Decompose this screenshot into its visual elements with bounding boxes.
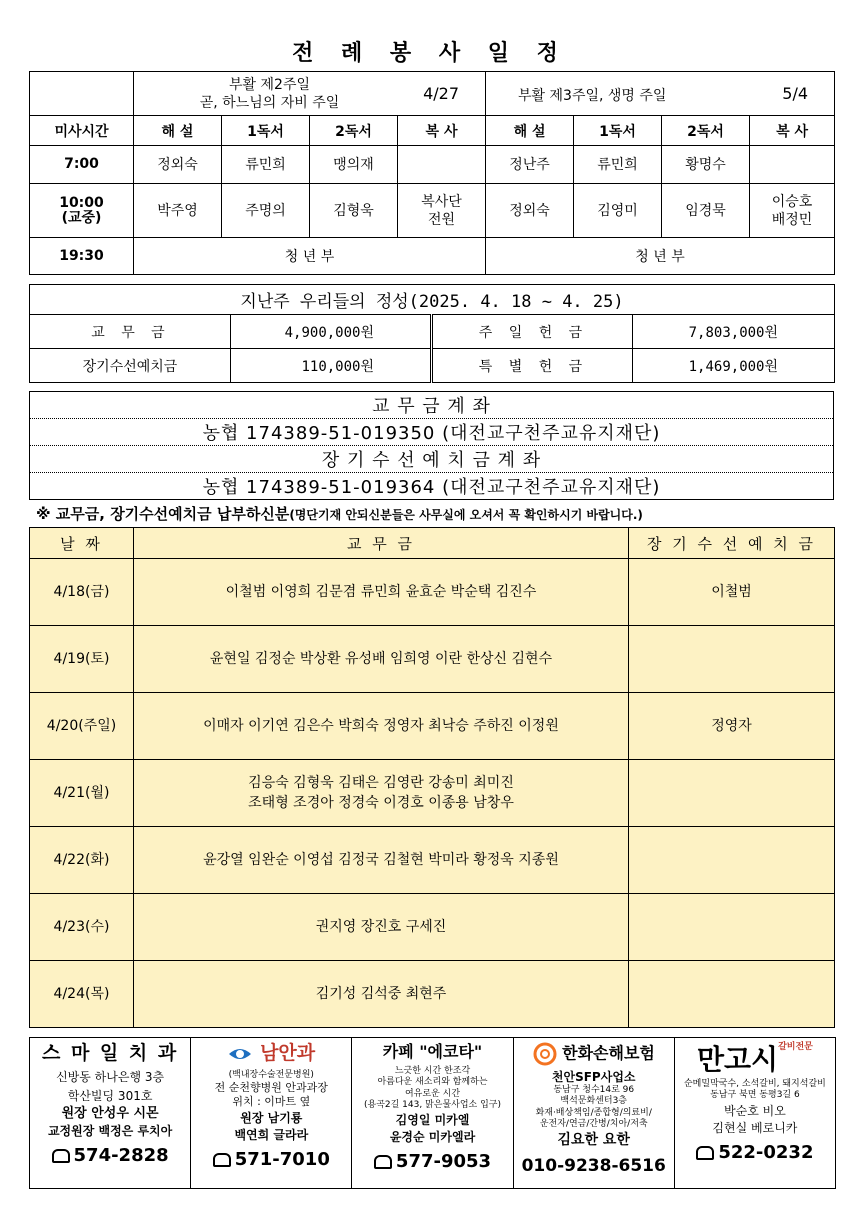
offer-label: 장기수선예치금 <box>30 349 231 383</box>
accounts-table <box>29 391 834 500</box>
minister-cell: 류민희 <box>222 146 310 184</box>
offer-label: 주 일 헌 금 <box>432 315 633 349</box>
ads-strip <box>29 1037 836 1189</box>
donation-date: 4/21(월) <box>30 760 134 827</box>
week2-title: 부활 제3주일, 생명 주일 <box>518 88 667 104</box>
ad-phone <box>352 1151 512 1174</box>
phone-icon <box>213 1153 231 1167</box>
week1-title-line1: 부활 제2주일 <box>229 76 310 93</box>
schedule-table <box>29 71 835 275</box>
minister-cell <box>398 146 486 184</box>
ad-line: 여유로운 시간 <box>404 1088 461 1099</box>
phone-number: 571-7010 <box>234 1148 330 1170</box>
minister-cell: 정외숙 <box>486 184 574 238</box>
notice-main: ※ 교무금, 장기수선예치금 납부하신분 <box>36 505 290 523</box>
minister-cell: 김형욱 <box>310 184 398 238</box>
ad-dental <box>30 1038 191 1188</box>
donation-date: 4/20(주일) <box>30 693 134 760</box>
donation-longterm <box>629 894 835 961</box>
ad-line: 김영일 미카엘 <box>395 1113 470 1127</box>
week1-date: 4/27 <box>423 84 460 103</box>
ad-line: 윤경순 미카엘라 <box>389 1130 476 1144</box>
donation-longterm: 정영자 <box>629 693 835 760</box>
time-cell: 19:30 <box>30 238 134 275</box>
ad-name <box>514 1042 674 1066</box>
notice <box>36 503 643 524</box>
column-header: 1독서 <box>574 116 662 146</box>
ad-line: (용곡2길 143, 맑은물사업소 입구) <box>364 1099 502 1110</box>
offer-label: 교 무 금 <box>30 315 231 349</box>
ad-line: 동남구 청수14로 96 <box>553 1085 635 1095</box>
ad-name <box>191 1042 351 1066</box>
donation-longterm <box>629 827 835 894</box>
phone-number: 522-0232 <box>718 1141 814 1163</box>
donation-names: 이매자 이기연 김은수 박희숙 정영자 최낙승 주하진 이정원 <box>134 693 629 760</box>
phone-icon <box>696 1146 714 1160</box>
ad-name <box>675 1042 835 1077</box>
minister-cell: 주명의 <box>222 184 310 238</box>
week1-header <box>134 72 486 116</box>
donation-names: 김기성 김석중 최현주 <box>134 961 629 1028</box>
donation-names: 윤강열 임완순 이영섭 김정국 김철현 박미라 황정욱 지종원 <box>134 827 629 894</box>
donation-date: 4/23(수) <box>30 894 134 961</box>
ad-name-text: 남안과 <box>260 1042 316 1064</box>
ad-line: 천안SFP사업소 <box>551 1070 636 1084</box>
column-header: 2독서 <box>310 116 398 146</box>
ad-line: 운전자/연금/간병/치아/저축 <box>539 1118 648 1129</box>
ad-line: 아름다운 새소리와 함께하는 <box>377 1077 488 1088</box>
week2-date: 5/4 <box>782 84 809 103</box>
column-header: 복 사 <box>398 116 486 146</box>
ad-line: 백석문화센터3층 <box>560 1096 627 1107</box>
donation-names: 권지영 장진호 구세진 <box>134 894 629 961</box>
donations-table <box>29 527 835 1028</box>
ad-line: (백내장수술전문병원) <box>228 1069 314 1080</box>
donation-names: 이철범 이영희 김문겸 류민희 윤효순 박순택 김진수 <box>134 559 629 626</box>
minister-cell: 류민희 <box>574 146 662 184</box>
offer-label: 특 별 헌 금 <box>432 349 633 383</box>
offer-value: 7,803,000원 <box>633 315 835 349</box>
time-cell: 10:00 (교중) <box>30 184 134 238</box>
ad-line: 신방동 하나은행 3층 <box>56 1069 165 1084</box>
phone-icon <box>52 1149 70 1163</box>
account-number: 농협 174389-51-019364 (대전교구천주교유지재단) <box>30 473 834 500</box>
ad-phone: 010-9238-6516 <box>521 1155 666 1176</box>
table-row <box>30 894 835 961</box>
column-header: 해 설 <box>134 116 222 146</box>
notice-small: (명단기재 안되신분들은 사무실에 오셔서 꼭 확인하시기 바랍니다.) <box>289 508 643 522</box>
youth-cell-2: 청 년 부 <box>486 238 835 275</box>
ad-phone <box>675 1142 835 1165</box>
ad-phone <box>191 1149 351 1172</box>
ad-line: 원장 남기룡 <box>240 1110 303 1125</box>
youth-cell-1: 청 년 부 <box>134 238 486 275</box>
minister-cell <box>750 146 835 184</box>
ad-line: 전 순천향병원 안과과장 <box>214 1081 328 1094</box>
table-row <box>30 827 835 894</box>
ad-line: 위치 : 이마트 옆 <box>232 1094 311 1108</box>
column-header: 1독서 <box>222 116 310 146</box>
ad-insurance <box>514 1038 675 1188</box>
minister-cell: 김영미 <box>574 184 662 238</box>
ad-line: 김현실 베로니카 <box>712 1120 798 1135</box>
donation-longterm: 이철범 <box>629 559 835 626</box>
account-number: 농협 174389-51-019350 (대전교구천주교유지재단) <box>30 419 834 446</box>
eye-logo-icon <box>227 1044 253 1064</box>
ad-eye-clinic <box>191 1038 352 1188</box>
ad-line: 교정원장 백정은 루치아 <box>47 1124 173 1138</box>
minister-cell: 황명수 <box>662 146 750 184</box>
minister-cell: 정외숙 <box>134 146 222 184</box>
donation-longterm <box>629 961 835 1028</box>
ad-line: 동남구 북면 동평3길 6 <box>710 1090 800 1101</box>
ad-name: 스 마 일 치 과 <box>41 1042 179 1064</box>
ad-name-text: 만고시 <box>696 1043 779 1076</box>
donation-date: 4/19(토) <box>30 626 134 693</box>
hanwha-logo-icon <box>533 1042 557 1066</box>
column-header: 2독서 <box>662 116 750 146</box>
col-header-longterm: 장 기 수 선 예 치 금 <box>629 528 835 559</box>
column-header: 복 사 <box>750 116 835 146</box>
col-header-names: 교 무 금 <box>134 528 629 559</box>
ad-name: 카페 "에코타" <box>382 1042 483 1061</box>
offerings-title: 지난주 우리들의 정성(2025. 4. 18 ~ 4. 25) <box>30 285 835 315</box>
ad-phone <box>30 1145 190 1168</box>
minister-cell: 복사단 전원 <box>398 184 486 238</box>
ad-line: 김요한 요한 <box>557 1132 630 1148</box>
minister-cell: 임경묵 <box>662 184 750 238</box>
donation-longterm <box>629 626 835 693</box>
offer-value: 110,000원 <box>231 349 432 383</box>
ad-tag: 갈비전문 <box>778 1042 813 1052</box>
week2-header <box>486 72 835 116</box>
minister-cell: 정난주 <box>486 146 574 184</box>
table-row <box>30 961 835 1028</box>
phone-number: 574-2828 <box>73 1145 169 1166</box>
offer-value: 1,469,000원 <box>633 349 835 383</box>
offerings-table <box>29 284 835 383</box>
account-title: 장 기 수 선 예 치 금 계 좌 <box>30 446 834 473</box>
ad-line: 화재·배상책임/종합형/의료비/ <box>535 1107 652 1118</box>
column-header: 해 설 <box>486 116 574 146</box>
donation-names: 윤현일 김정순 박상환 유성배 임희영 이란 한상신 김현수 <box>134 626 629 693</box>
offer-value: 4,900,000원 <box>231 315 432 349</box>
ad-line: 박순호 비오 <box>724 1103 786 1118</box>
minister-cell: 박주영 <box>134 184 222 238</box>
ad-line: 원장 안성우 시몬 <box>61 1105 159 1121</box>
ad-line: 순메밀막국수, 소석갈비, 돼지석갈비 <box>683 1079 826 1089</box>
table-row <box>30 760 835 827</box>
column-header: 미사시간 <box>30 116 134 146</box>
ad-cafe <box>352 1038 513 1188</box>
ad-line: 백연희 글라라 <box>234 1127 309 1142</box>
page-title: 전 례 봉 사 일 정 <box>292 41 568 66</box>
phone-number: 577-9053 <box>395 1151 492 1172</box>
table-row <box>30 559 835 626</box>
ad-name-text: 한화손해보험 <box>562 1043 655 1063</box>
donation-date: 4/22(화) <box>30 827 134 894</box>
table-row <box>30 693 835 760</box>
ad-line: 느긋한 시간 한조각 <box>394 1066 471 1076</box>
col-header-date: 날 짜 <box>30 528 134 559</box>
time-cell: 7:00 <box>30 146 134 184</box>
ad-restaurant <box>675 1038 835 1188</box>
donation-date: 4/18(금) <box>30 559 134 626</box>
donation-names: 김응숙 김형욱 김태은 김영란 강송미 최미진 조태형 조경아 정경숙 이경호 이종용 남창우 <box>134 760 629 827</box>
donation-date: 4/24(목) <box>30 961 134 1028</box>
account-title: 교 무 금 계 좌 <box>30 392 834 419</box>
donation-longterm <box>629 760 835 827</box>
phone-icon <box>374 1155 392 1169</box>
minister-cell: 맹의재 <box>310 146 398 184</box>
ad-line: 학산빌딩 301호 <box>67 1088 153 1103</box>
table-row <box>30 626 835 693</box>
minister-cell: 이승호 배정민 <box>750 184 835 238</box>
week1-title-line2: 곧, 하느님의 자비 주일 <box>199 94 340 111</box>
